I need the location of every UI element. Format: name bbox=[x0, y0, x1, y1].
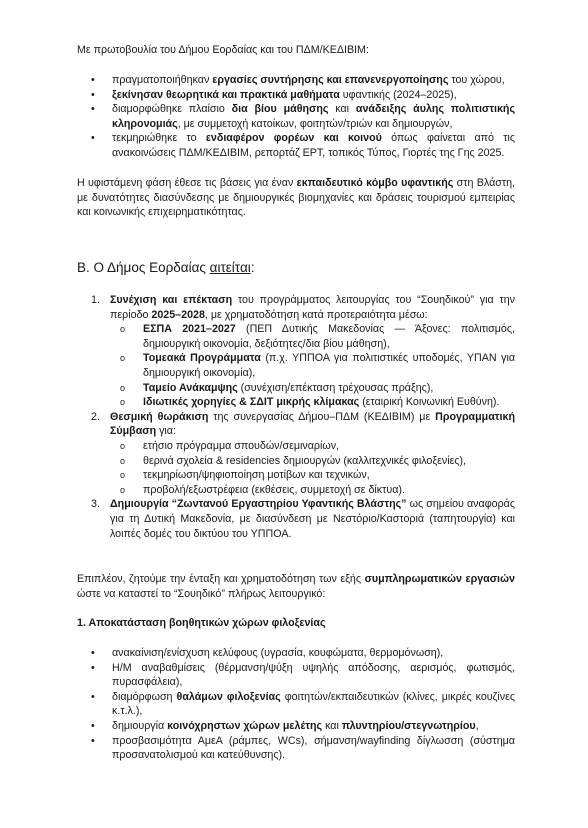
list-item: o προβολή/εξωστρέφεια (εκθέσεις, συμμετοχή σε δίκτυα). bbox=[120, 483, 405, 496]
bullet-icon: • bbox=[91, 719, 95, 732]
list-item: • διαμορφώθηκε πλαίσιο δια βίου μάθησης και ανάδειξης άυλης πολιτιστικής κληρονομιάς, με συμμετοχή κατοίκων, φοιτητών/τριών και δημιουργών, bbox=[91, 103, 516, 130]
requests-list bbox=[77, 293, 515, 541]
circle-bullet-icon: o bbox=[120, 324, 126, 335]
foundation-paragraph: Η υφιστάμενη φάση έθεσε τις βάσεις για έναν εκπαιδευτικό κόμβο υφαντικής στη Βλάστη, με δυνατότητες διασύνδεσης με δημιουργικές βιομηχανίες και δράσεις τουρισμού εμπειρίας και κοινωνικής επιχειρηματικότητας. bbox=[77, 177, 515, 219]
list-item: • ξεκίνησαν θεωρητικά και πρακτικά μαθήματα υφαντικής (2024–2025), bbox=[91, 88, 457, 101]
list-item: o Ιδιωτικές χορηγίες & ΣΔΙΤ μικρής κλίμακας (εταιρική Κοινωνική Ευθύνη). bbox=[120, 396, 500, 409]
intro-paragraph: Με πρωτοβουλία του Δήμου Εορδαίας και του ΠΔΜ/ΚΕΔΙΒΙΜ: bbox=[77, 44, 369, 56]
circle-bullet-icon: o bbox=[120, 470, 126, 481]
list-item: • Η/Μ αναβαθμίσεις (θέρμανση/ψύξη υψηλής απόδοσης, αερισμός, φωτισμός, πυρασφάλεια), bbox=[91, 661, 515, 689]
bullet-icon: • bbox=[91, 690, 95, 703]
circle-bullet-icon: o bbox=[120, 484, 126, 495]
list-item: • πραγματοποιήθηκαν εργασίες συντήρησης και επανενεργοποίησης του χώρου, bbox=[91, 74, 505, 86]
list-item: o Ταμείο Ανάκαμψης (συνέχιση/επέκταση τρέχουσας πράξης), bbox=[120, 381, 434, 394]
list-item: • διαμόρφωση θαλάμων φιλοξενίας φοιτητών/εκπαιδευτικών (κλίνες, μικρές κουζίνες κ.τ.λ.), bbox=[91, 690, 515, 718]
list-item: o ΕΣΠΑ 2021–2027 (ΠΕΠ Δυτικής Μακεδονίας — Άξονες: πολιτισμός, δημιουργική οικονομία, δεξιότητες/δια βίου μάθηση), bbox=[120, 323, 515, 350]
bullet-icon: • bbox=[91, 132, 95, 145]
bullet-icon: • bbox=[91, 661, 95, 674]
funding-sources-list bbox=[110, 322, 515, 410]
list-item: • ανακαίνιση/ενίσχυση κελύφους (υγρασία, κουφώματα, θερμομόνωση), bbox=[91, 647, 444, 659]
list-item: o ετήσιο πρόγραμμα σπουδών/σεμιναρίων, bbox=[120, 439, 340, 452]
supplementary-paragraph: Επιπλέον, ζητούμε την ένταξη και χρηματοδότηση των εξής συμπληρωματικών εργασιών ώστε να καταστεί το “Σουηδικό” πλήρως λειτουργικό: bbox=[77, 573, 516, 600]
request-item-1: 1. Συνέχιση και επέκταση του προγράμματος λειτουργίας του “Σουηδικού” για την περίοδο 2025–2028, με χρηματοδότηση κατά προτεραιότητα μέσω: o ΕΣΠΑ 2021–2027 (ΠΕΠ Δυτικής Μακεδονίας — Άξονες: πολιτισμός, δημιουργική οικονομία, δεξιότητες/δια βίου μάθηση), o Τομεακά Προγράμματα (π.χ. ΥΠΠΟΑ για πολιτιστικές υποδομές, ΥΠΑΝ για δημιουργική οικονομία), o Ταμείο Ανάκαμψης (συνέχιση/επέκταση τρέχουσας πράξης), o Ιδιωτικές χορηγίες & ΣΔΙΤ μικρής κλίμακας (εταιρική Κοινωνική Ευθύνη). bbox=[91, 294, 516, 409]
circle-bullet-icon: o bbox=[120, 353, 126, 364]
list-item: • δημιουργία κοινόχρηστων χώρων μελέτης και πλυντηρίου/στεγνωτηρίου, bbox=[91, 719, 479, 732]
list-item: o τεκμηρίωση/ψηφιοποίηση μοτίβων και τεχνικών, bbox=[120, 469, 370, 482]
request-item-3: 3. Δημιουργία “Ζωντανού Εργαστηρίου Υφαντικής Βλάστης” ως σημείου αναφοράς για τη Δυτική Μακεδονία, με διασύνδεση με Νεστόριο/Καστοριά (ταπητουργία) και λοιπές δομές του δικτύου του ΥΠΠΟΑ. bbox=[91, 498, 515, 540]
circle-bullet-icon: o bbox=[120, 397, 126, 408]
list-item: • προσβασιμότητα ΑμεΑ (ράμπες, WCs), σήμανση/wayfinding δίγλωσση (σύστημα προσανατολισμού και κατεύθυνσης). bbox=[91, 734, 515, 762]
section-heading-1: 1. Αποκατάσταση βοηθητικών χώρων φιλοξενίας bbox=[77, 617, 326, 629]
circle-bullet-icon: o bbox=[120, 440, 126, 451]
bullet-icon: • bbox=[91, 734, 95, 747]
bullet-icon: • bbox=[91, 88, 95, 101]
request-item-2: 2. Θεσμική θωράκιση της συνεργασίας Δήμου–ΠΔΜ (ΚΕΔΙΒΙΜ) με Προγραμματική Σύμβαση για: o ετήσιο πρόγραμμα σπουδών/σεμιναρίων, o θερινά σχολεία & residencies δημιουργών (καλλιτεχνικές φιλοξενίες), o τεκμηρίωση/ψηφιοποίηση μοτίβων και τεχνικών, o προβολή/εξωστρέφεια (εκθέσεις, συμμετοχή σε δίκτυα). bbox=[91, 410, 515, 496]
bullet-icon: • bbox=[91, 74, 95, 86]
hospitality-works-list bbox=[77, 646, 515, 763]
bullet-icon: • bbox=[91, 647, 95, 659]
list-item: o Τομεακά Προγράμματα (π.χ. ΥΠΠΟΑ για πολιτιστικές υποδομές, ΥΠΑΝ για δημιουργική οικονομία), bbox=[120, 352, 516, 379]
section-heading-b: Β. Ο Δήμος Εορδαίας αιτείται: bbox=[77, 260, 255, 275]
circle-bullet-icon: o bbox=[120, 382, 126, 393]
circle-bullet-icon: o bbox=[120, 455, 126, 466]
list-item: • τεκμηριώθηκε το ενδιαφέρον φορέων και κοινού όπως φαίνεται από τις ανακοινώσεις ΠΔΜ/ΚΕΔΙΒΙΜ, ρεπορτάζ ΕΡΤ, τοπικός Τύπος, Γιορτές της Γης 2025. bbox=[91, 132, 515, 159]
achievements-list bbox=[77, 73, 515, 161]
list-item: o θερινά σχολεία & residencies δημιουργών (καλλιτεχνικές φιλοξενίες), bbox=[120, 454, 467, 467]
bullet-icon: • bbox=[91, 103, 95, 116]
agreement-scope-list bbox=[110, 439, 515, 497]
